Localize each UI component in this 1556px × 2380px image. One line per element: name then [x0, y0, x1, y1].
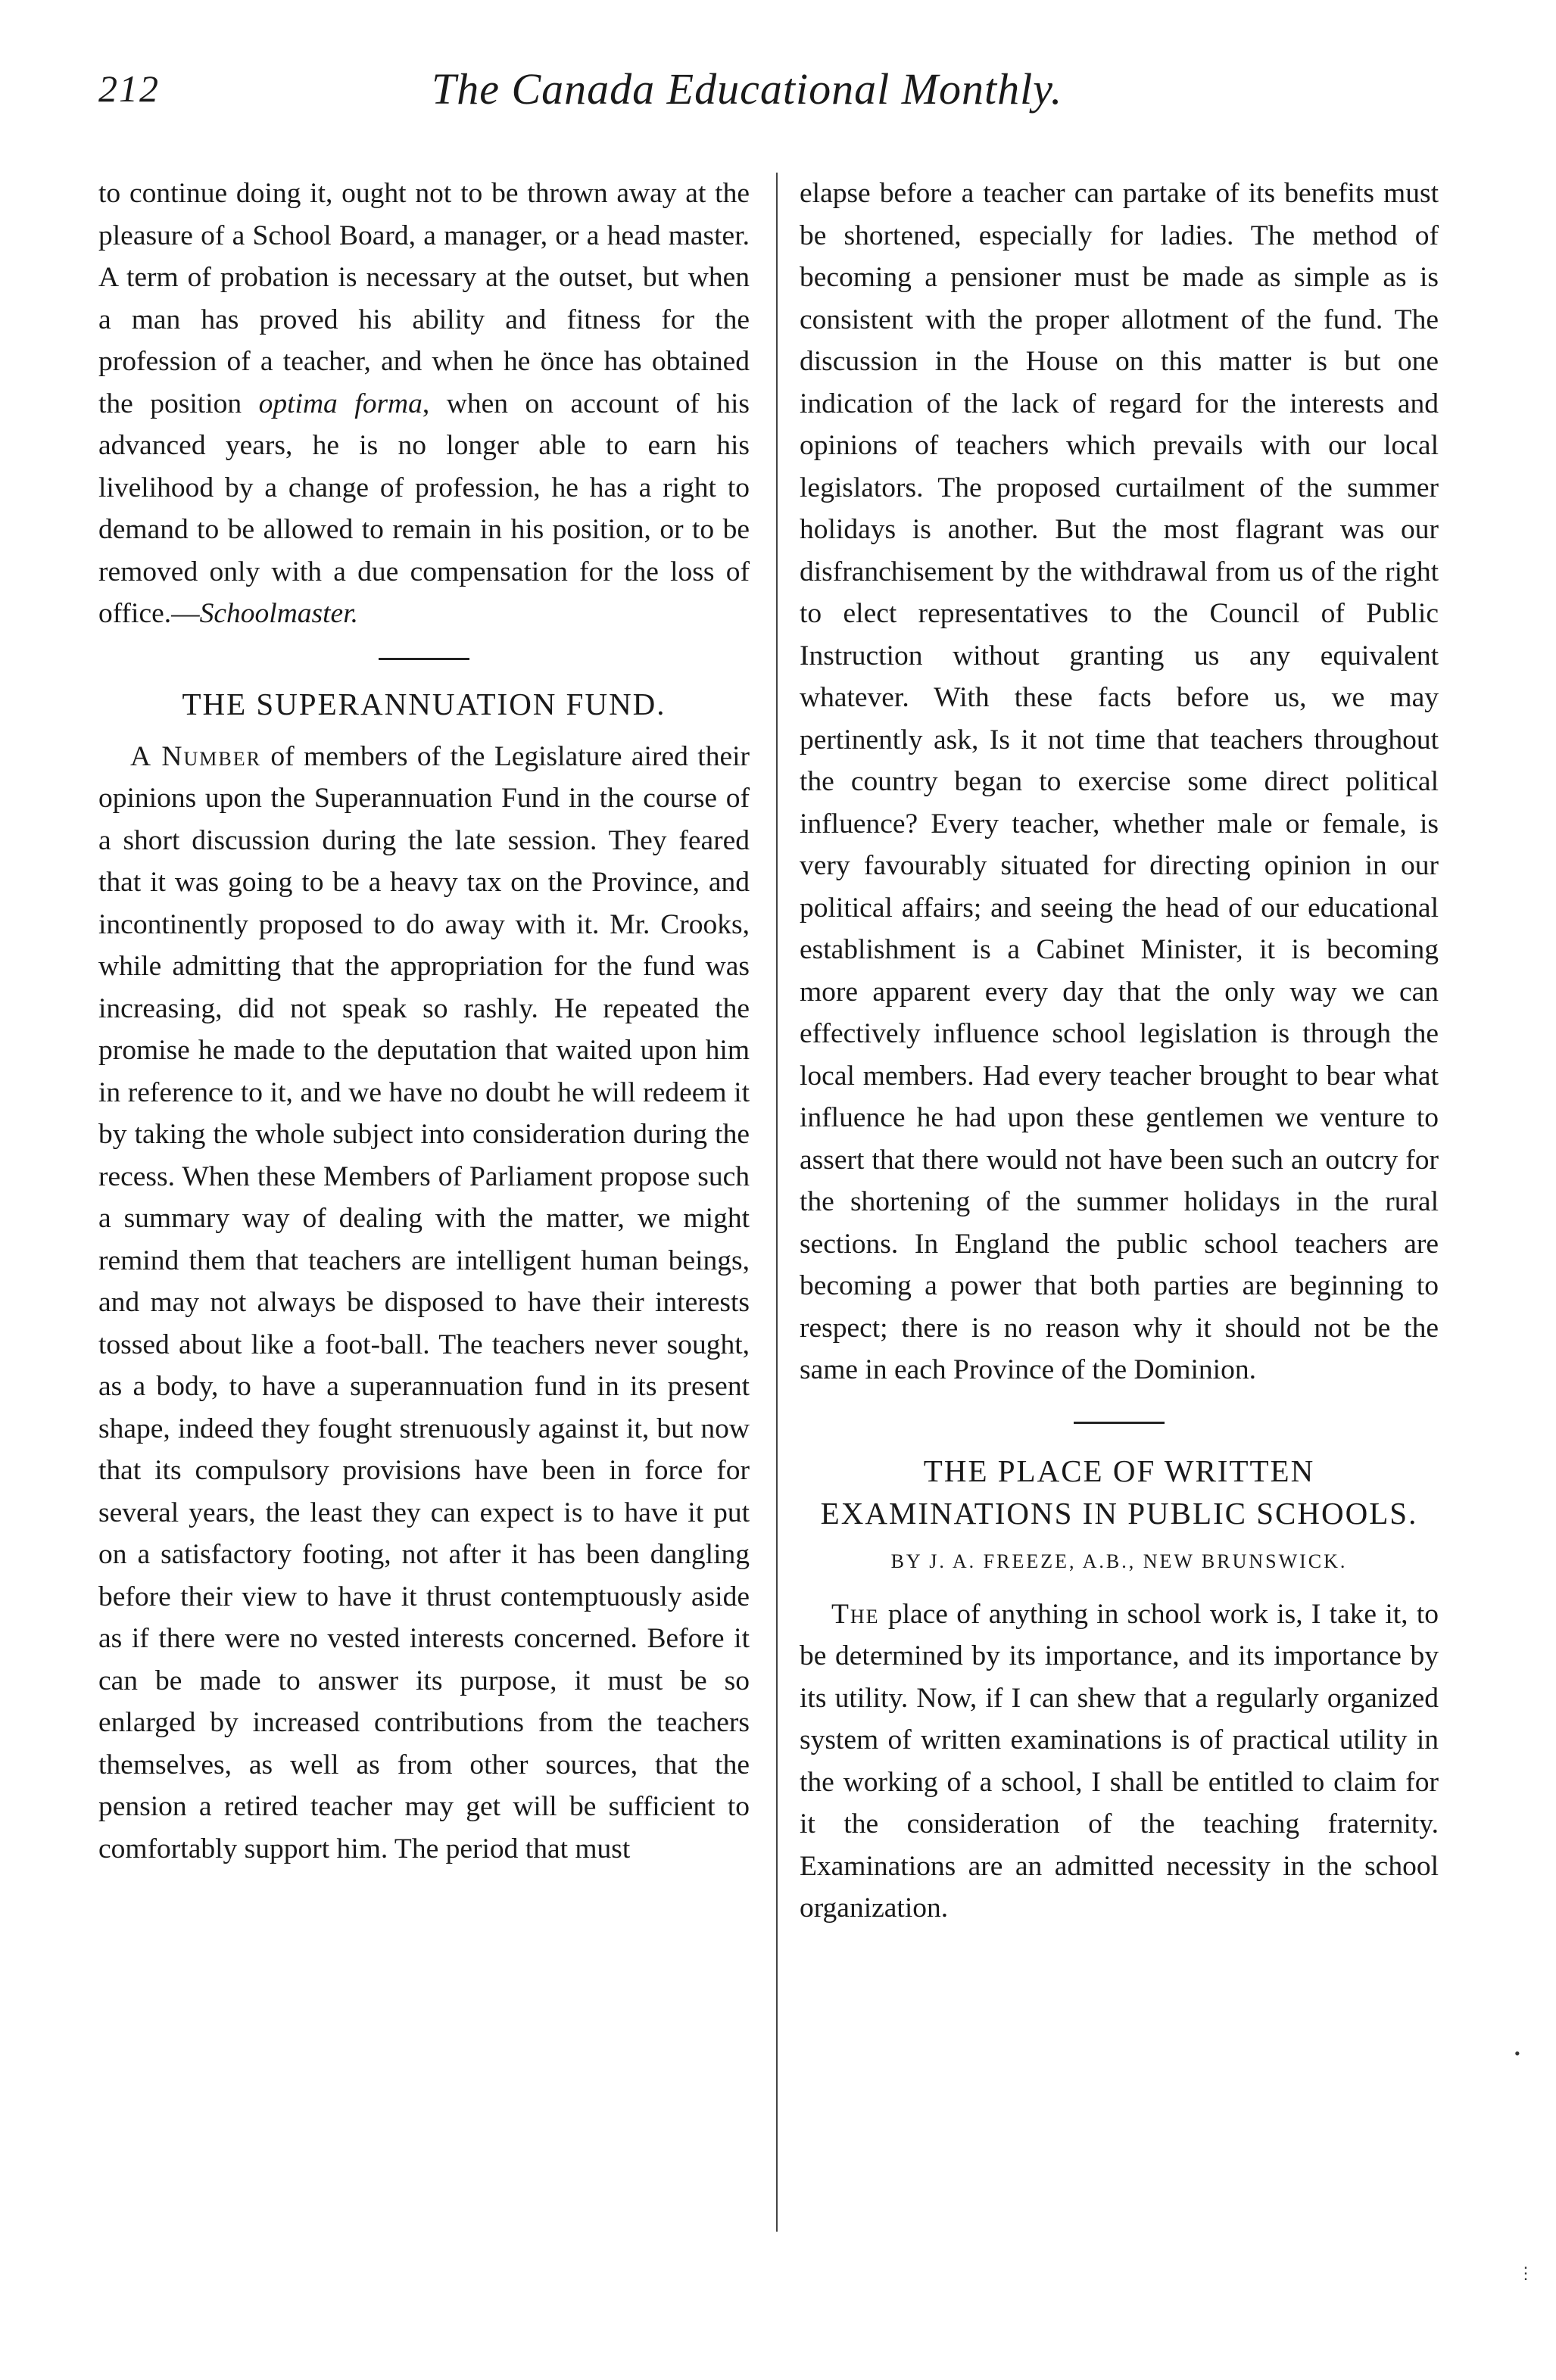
article-body-superannuation	[98, 736, 750, 1871]
source-attribution: Schoolmaster.	[199, 598, 359, 629]
article-heading-examinations: THE PLACE OF WRITTEN EXAMINATIONS IN PUBLIC SCHOOLS.	[820, 1453, 1418, 1531]
continued-paragraph	[98, 173, 750, 635]
journal-title: The Canada Educational Monthly.	[432, 64, 1063, 114]
article-heading-superannuation: THE SUPERANNUATION FUND.	[182, 686, 666, 721]
column-divider	[776, 173, 778, 2232]
section-divider	[1074, 1422, 1165, 1424]
article-body-text: place of anything in school work is, I take it, to be determined by its importance, and its importance by its utility. Now, if I can shew that a regularly organized system of written examinations is of practical utility in the working of a school, I shall be entitled to claim for it the consideration of the teaching fraternity. Examinations are an admitted necessity in the school organization.	[800, 1598, 1439, 1924]
italic-phrase: optima forma	[258, 388, 423, 419]
page-header	[98, 64, 1446, 135]
continued-paragraph-right: elapse before a teacher can partake of its benefits must be shortened, especially for ladies. The method of becoming a pensioner must be made as simple as is consistent with the proper allotment of the fund. The discussion in the House on this matter is but one indication of the lack of regard for the interests and opinions of teachers which prevails with our local legislators. The proposed curtailment of the summer holidays is another. But the most flagrant was our disfranchisement by the withdrawal from us of the right to elect representatives to the Council of Public Instruction without granting us any equivalent whatever. With these facts before us, we may pertinently ask, Is it not time that teachers throughout the country began to exercise some direct political influence? Every teacher, whether male or female, is very favourably situated for directing opinion in our political affairs; and seeing the head of our educational establishment is a Cabinet Minister, it is becoming more apparent every day that the only way we can effectively influence school legislation is through the local members. Had every teacher brought to bear what influence he had upon these gentlemen we venture to assert that there would not have been such an outcry for the shortening of the summer holidays in the rural sections. In England the public school teachers are becoming a power that both parties are beginning to respect; there is no reason why it should not be the same in each Province of the Dominion.	[800, 178, 1439, 1385]
lead-word: The	[831, 1598, 880, 1630]
article-body-examinations	[800, 1593, 1439, 1930]
page-number: 212	[98, 67, 160, 110]
margin-mark: •	[1514, 2044, 1520, 2063]
paragraph-text: to continue doing it, ought not to be thrown away at the pleasure of a School Board, a manager, or a head master. A term of probation is necessary at the outset, but when a man has proved his ability and fitness for the profession of a teacher, and when he önce has obtained the position	[98, 178, 750, 419]
byline: BY J. A. FREEZE, A.B., NEW BRUNSWICK.	[890, 1550, 1348, 1572]
lead-word: A Number	[130, 740, 261, 772]
section-divider	[379, 658, 469, 660]
right-column	[800, 173, 1439, 1930]
article-body-text: of members of the Legislature aired their opinions upon the Superannuation Fund in the course of a short discussion during the late session. They feared that it was going to be a heavy tax on the Province, and incontinently proposed to do away with it. Mr. Crooks, while admitting that the appropriation for the fund was increasing, did not speak so rashly. He repeated the promise he made to the deputation that waited upon him in reference to it, and we have no doubt he will redeem it by taking the whole subject into consideration during the recess. When these Members of Parliament propose such a summary way of dealing with the matter, we might remind them that teachers are intelligent human beings, and may not always be disposed to have their interests tossed about like a foot-ball. The teachers never sought, as a body, to have a superannuation fund in its present shape, indeed they fought strenuously against it, but now that its compulsory provisions have been in force for several years, the least they can expect is to have it put on a satisfactory footing, not after it has been dangling before their view to have it thrust contemptuously aside as if there were no vested interests concerned. Before it can be made to answer its purpose, it must be so enlarged by increased contributions from the teachers themselves, as well as from other sources, that the pension a retired teacher may get will be sufficient to comfortably support him. The period that must	[98, 740, 750, 1864]
left-column	[98, 173, 750, 1870]
paragraph-text-cont: , when on account of his advanced years, he is no longer able to earn his livelihood by a change of profession, he has a right to demand to be allowed to remain in his position, or to be removed only with a due compensation for the loss of office.—	[98, 388, 750, 629]
margin-mark: ⋮	[1517, 2263, 1534, 2282]
